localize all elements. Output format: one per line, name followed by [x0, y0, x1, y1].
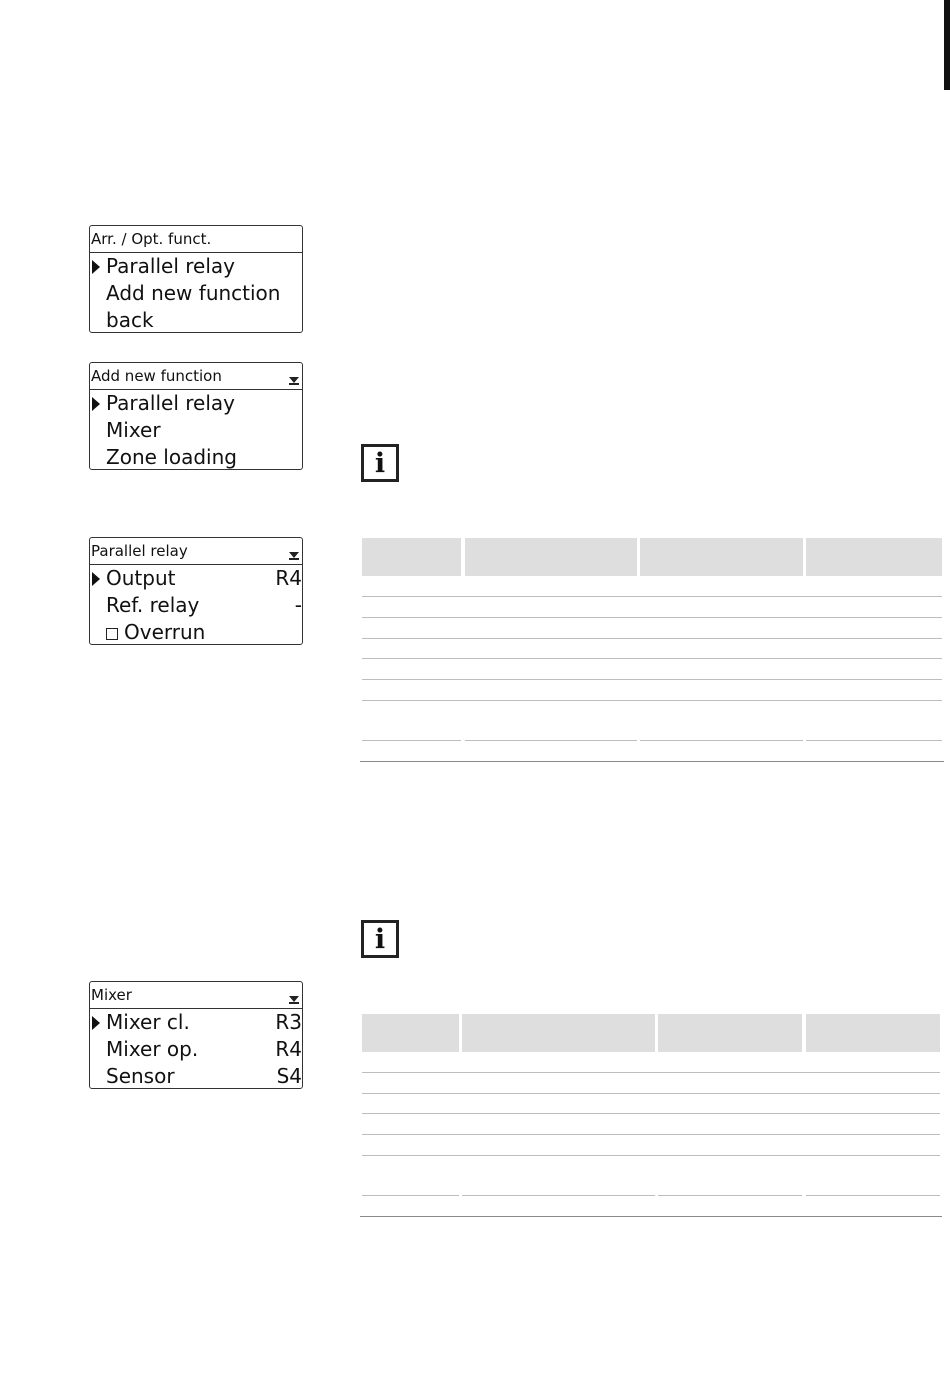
- menu-item-add-new-function[interactable]: [90, 280, 302, 307]
- menu-item-value: R3: [275, 1010, 302, 1034]
- screen-title-bar: [90, 538, 302, 565]
- table-bottom-rule: [360, 1216, 942, 1217]
- table-header-cell: [465, 538, 637, 576]
- table-row-divider: [362, 1113, 940, 1114]
- info-icon: i: [361, 920, 399, 958]
- table-header-cell: [362, 538, 461, 576]
- cursor-arrow-icon: [92, 260, 100, 274]
- lcd-screen-mixer: [89, 981, 303, 1089]
- table-row-divider: [362, 1093, 940, 1094]
- cursor-arrow-icon: [92, 572, 100, 586]
- menu-item-value: R4: [275, 1037, 302, 1061]
- screen-title: Parallel relay: [91, 542, 188, 560]
- table-row-divider: [462, 1195, 655, 1196]
- menu-item-label: Mixer: [106, 418, 161, 442]
- menu-item-value: S4: [276, 1064, 302, 1088]
- menu-item-label: back: [106, 308, 154, 332]
- menu-item-parallel-relay[interactable]: [90, 390, 302, 417]
- scroll-down-bar-icon: [289, 558, 299, 560]
- table-header-cell: [462, 1014, 655, 1052]
- menu-item-label: Output: [106, 566, 176, 590]
- checkbox-item: [106, 619, 205, 646]
- lcd-screen-add-new-function: [89, 362, 303, 470]
- table-row-divider: [362, 700, 942, 701]
- scroll-down-bar-icon: [289, 1002, 299, 1004]
- table-row-divider: [362, 1134, 940, 1135]
- checkbox-unchecked-icon[interactable]: [106, 628, 118, 640]
- menu-item-label: Overrun: [124, 620, 206, 644]
- page-edge-marker: [944, 0, 950, 90]
- scroll-down-bar-icon: [289, 383, 299, 385]
- menu-item-label: Parallel relay: [106, 254, 235, 278]
- table-header-cell: [658, 1014, 802, 1052]
- table-header-cell: [362, 1014, 459, 1052]
- table-row-divider: [362, 638, 942, 639]
- table-row-divider: [362, 658, 942, 659]
- lcd-screen-arr-opt: [89, 225, 303, 333]
- table-row-divider: [362, 1072, 940, 1073]
- menu-item-label: Zone loading: [106, 445, 237, 469]
- table-row-divider: [362, 617, 942, 618]
- menu-item-label: Mixer cl.: [106, 1010, 190, 1034]
- menu-item-label: Add new function: [106, 281, 281, 305]
- menu-item-overrun[interactable]: [90, 619, 302, 646]
- screen-title-bar: [90, 982, 302, 1009]
- table-row-divider: [362, 1155, 940, 1156]
- menu-item-label: Ref. relay: [106, 593, 200, 617]
- menu-item-mixer-open[interactable]: [90, 1036, 302, 1063]
- cursor-arrow-icon: [92, 1016, 100, 1030]
- screen-title: Mixer: [91, 986, 132, 1004]
- menu-item-label: Sensor: [106, 1064, 175, 1088]
- table-row-divider: [362, 1195, 459, 1196]
- screen-title: Arr. / Opt. funct.: [90, 226, 302, 253]
- table-bottom-rule: [360, 761, 944, 762]
- menu-item-label: Mixer op.: [106, 1037, 199, 1061]
- table-row-divider: [640, 740, 803, 741]
- table-row-divider: [465, 740, 637, 741]
- menu-item-value: R4: [275, 566, 302, 590]
- menu-item-output[interactable]: [90, 565, 302, 592]
- table-header-cell: [806, 538, 942, 576]
- menu-item-zone-loading[interactable]: [90, 444, 302, 471]
- table-row-divider: [362, 596, 942, 597]
- menu-item-label: Parallel relay: [106, 391, 235, 415]
- screen-title: Add new function: [91, 367, 222, 385]
- menu-item-mixer[interactable]: [90, 417, 302, 444]
- menu-item-sensor[interactable]: [90, 1063, 302, 1090]
- menu-item-parallel-relay[interactable]: [90, 253, 302, 280]
- menu-item-back[interactable]: [90, 307, 302, 334]
- table-header-cell: [806, 1014, 940, 1052]
- table-header-cell: [640, 538, 803, 576]
- table-row-divider: [362, 740, 461, 741]
- cursor-arrow-icon: [92, 397, 100, 411]
- menu-item-mixer-closed[interactable]: [90, 1009, 302, 1036]
- table-row-divider: [658, 1195, 802, 1196]
- lcd-screen-parallel-relay: [89, 537, 303, 645]
- info-icon: i: [361, 444, 399, 482]
- menu-item-value: -: [294, 593, 302, 617]
- screen-title-bar: [90, 363, 302, 390]
- table-row-divider: [362, 679, 942, 680]
- table-row-divider: [806, 1195, 940, 1196]
- menu-item-ref-relay[interactable]: [90, 592, 302, 619]
- table-row-divider: [806, 740, 942, 741]
